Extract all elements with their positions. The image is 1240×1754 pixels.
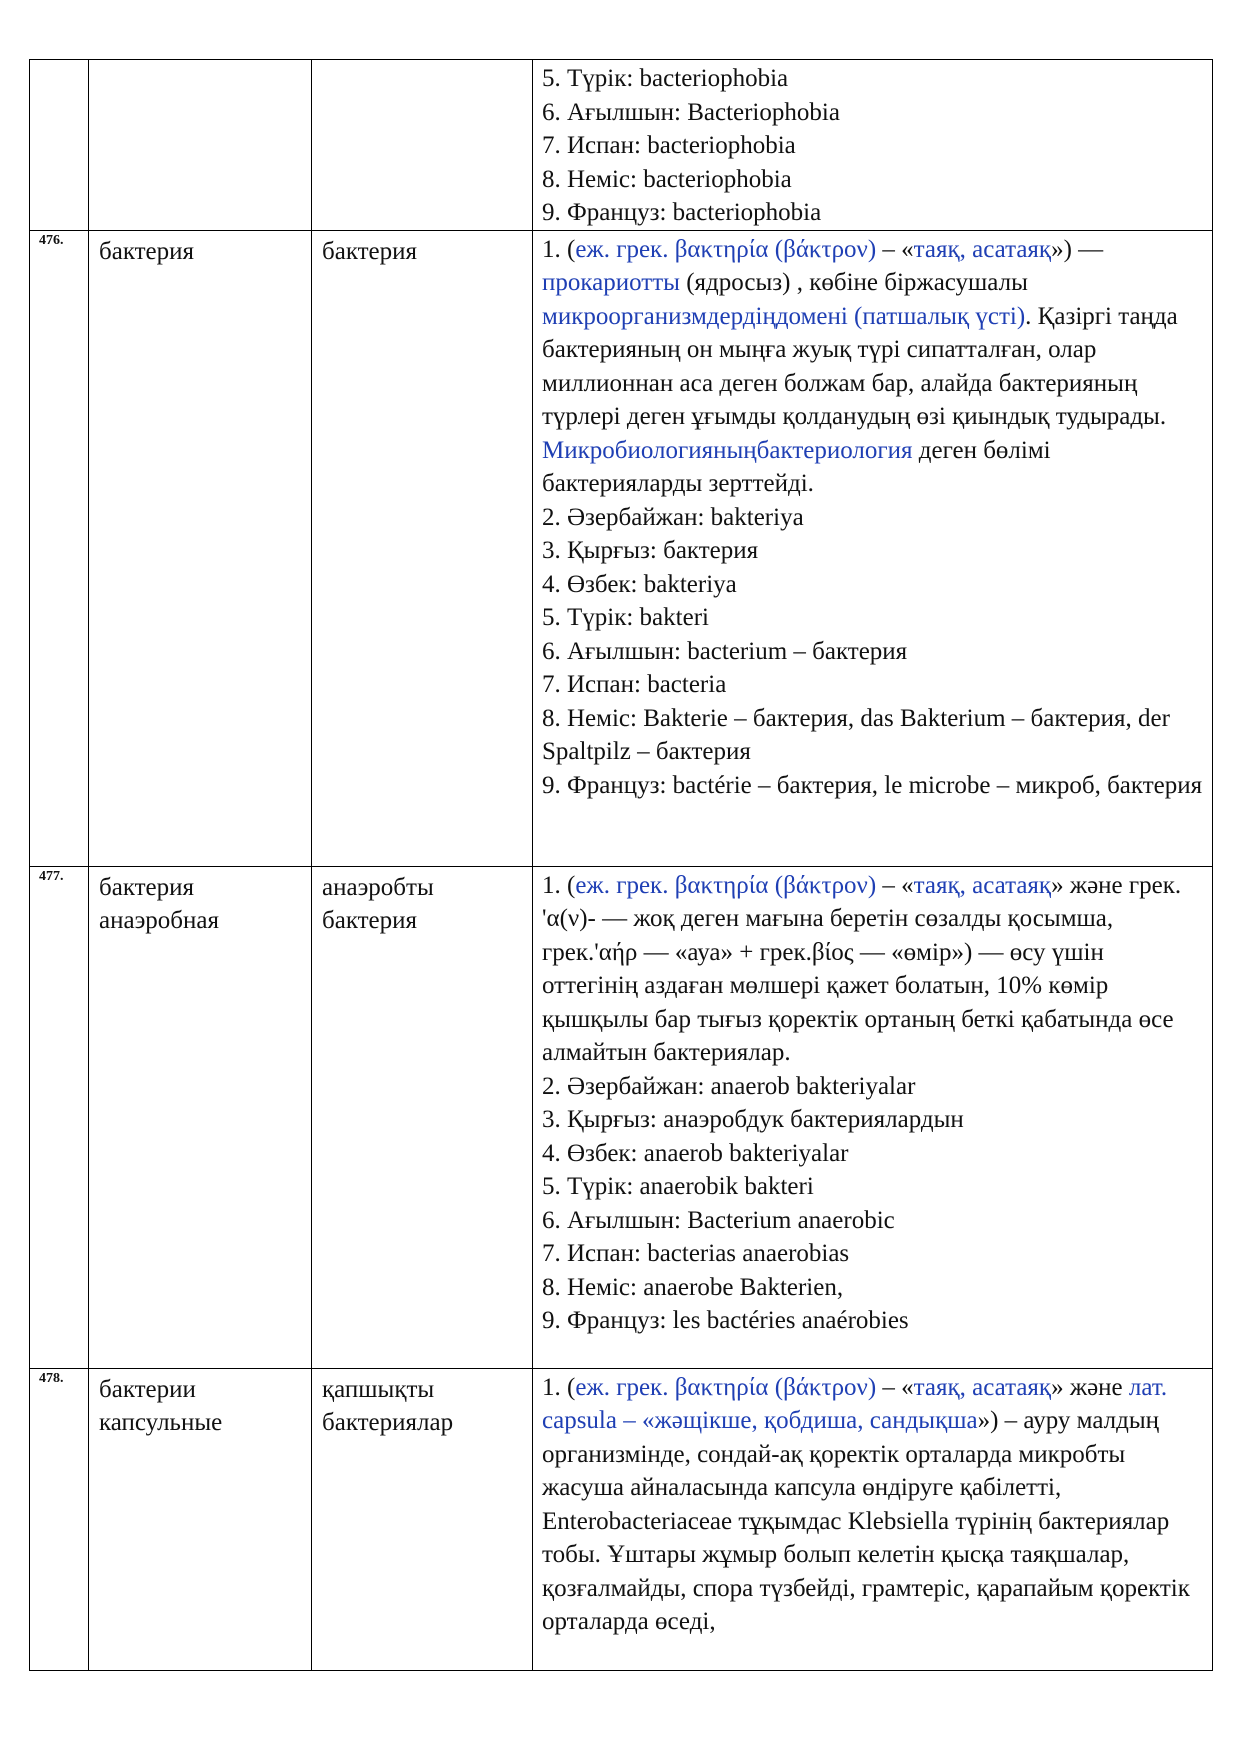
entry-number: 476.	[30, 230, 89, 866]
term-link[interactable]: еж. грек. βακτηρία (βάκτρον)	[575, 1373, 877, 1401]
definition-cell	[533, 1368, 1213, 1670]
translation-line: 8. Неміс: bacteriophobia	[542, 165, 792, 193]
definition-fragment: (ядросыз) , көбіне біржасушалы	[679, 269, 1028, 296]
translation-line: 4. Өзбек: bakteriya	[542, 570, 737, 598]
translation-line: 9. Француз: bacteriophobia	[542, 199, 822, 226]
ru-term-cell	[89, 60, 312, 231]
table-row	[30, 866, 1213, 1368]
definition-fragment: деген бөлімі бактерияларды зерттейді.	[542, 436, 1051, 497]
table-row	[30, 60, 1213, 231]
definition-fragment: » және	[1051, 1373, 1129, 1401]
russian-term: бактерия	[89, 230, 312, 866]
definition-fragment: – «	[876, 235, 914, 263]
translation-line: 3. Қырғыз: бактерия	[542, 537, 759, 564]
translation-line: 6. Ағылшын: Bacteriophobia	[542, 98, 840, 126]
translation-line: 6. Ағылшын: bacterium – бактерия	[542, 637, 908, 665]
dictionary-table	[29, 59, 1213, 1671]
entry-number: 477.	[30, 866, 89, 1368]
definition-text	[542, 233, 1206, 501]
definition-fragment: 1. (	[542, 1373, 576, 1401]
translation-lines	[542, 62, 1206, 230]
translation-line: 5. Түрік: bakteri	[542, 604, 709, 631]
kazakh-term: бактерия	[312, 230, 533, 866]
term-link[interactable]: Микробиологияныңбактериология	[542, 436, 913, 464]
kazakh-term: анаэробты бактерия	[312, 866, 533, 1368]
term-link[interactable]: таяқ, асатаяқ	[913, 871, 1052, 899]
term-link[interactable]: лат. capsula – «жәщікше, қобдиша, сандықша	[542, 1373, 1168, 1434]
entry-number: 478.	[30, 1368, 89, 1670]
translation-line: 5. Түрік: anaerobik bakteri	[542, 1173, 814, 1200]
translation-lines	[542, 1070, 1206, 1338]
term-link[interactable]: еж. грек. βακτηρία (βάκτρον)	[575, 235, 877, 263]
translation-line: 2. Әзербайжан: bakteriya	[542, 503, 804, 531]
term-link[interactable]: таяқ, асатаяқ	[913, 235, 1052, 263]
russian-term: бактерия анаэробная	[89, 866, 312, 1368]
translation-line: 9. Француз: bactérie – бактерия, le microbe – микроб, бактерия	[542, 771, 1203, 799]
term-link[interactable]: еж. грек. βακτηρία (βάκτρον)	[575, 871, 877, 899]
translation-line: 7. Испан: bacteria	[542, 671, 727, 698]
term-link[interactable]: микроорганизмдердіңдомені (патшалық үсті)	[542, 302, 1026, 330]
translation-line: 7. Испан: bacterias anaerobias	[542, 1240, 850, 1267]
definition-text	[542, 1371, 1206, 1639]
translation-line: 6. Ағылшын: Bacterium anaerobic	[542, 1206, 895, 1234]
definition-cell	[533, 866, 1213, 1368]
translation-line: 4. Өзбек: anaerob bakteriyalar	[542, 1139, 849, 1167]
definition-fragment: 1. (	[542, 871, 576, 899]
definition-fragment: ») —	[1051, 235, 1104, 263]
kazakh-term: қапшықты бактериялар	[312, 1368, 533, 1670]
definition-fragment: 1. (	[542, 235, 576, 263]
translation-line: 7. Испан: bacteriophobia	[542, 132, 796, 159]
definition-fragment: – «	[876, 871, 914, 899]
translation-line: 9. Француз: les bactéries anaérobies	[542, 1307, 909, 1334]
translation-line: 5. Түрік: bacteriophobia	[542, 65, 789, 92]
kz-term-cell	[312, 60, 533, 231]
term-link[interactable]: прокариотты	[542, 269, 680, 296]
translation-line: 8. Неміс: Bakterie – бактерия, das Bakterium – бактерия, der Spaltpilz – бактерия	[542, 704, 1170, 765]
definition-fragment: » және грек. 'α(ν)- — жоқ деген мағына беретін сөзалды қосымша, грек.'αήρ — «ауа» + грек.βίος — «өмір») — өсу үшін оттегінің аздаған мөлшері қажет болатын, 10% көмір қышқылы бар тығыз қоректік ортаның беткі қабатында өсе алмайтын бактериялар.	[542, 871, 1182, 1066]
definition-text	[542, 869, 1206, 1070]
translation-line: 3. Қырғыз: анаэробдук бактериялардын	[542, 1106, 964, 1133]
definition-fragment: – «	[876, 1373, 914, 1401]
definition-fragment: . Қазіргі таңда бактерияның он мыңға жуық түрі сипатталған, олар миллионнан аса деген болжам бар, алайда бактерияның түрлері деген ұғымды қолданудың өзі қиындық тудырады.	[542, 302, 1178, 430]
definition-fragment: ») – ауру малдың организмінде, сондай-ақ қоректік орталарда микробты жасуша айналасында капсула өндіруге қабілетті, Enterobacteriaceae тұқымдас Klebsiella түрінің бактериялар тобы. Ұштары жұмыр болып келетін қысқа таяқшалар, қозғалмайды, спора түзбейді, грамтеріс, қарапайым қоректік орталарда өседі,	[542, 1407, 1190, 1635]
translation-line: 2. Әзербайжан: anaerob bakteriyalar	[542, 1072, 916, 1100]
translation-line: 8. Неміс: anaerobe Bakterien,	[542, 1273, 844, 1301]
table-row	[30, 230, 1213, 866]
definition-cell	[533, 230, 1213, 866]
definition-cell	[533, 60, 1213, 231]
translation-lines	[542, 501, 1206, 803]
russian-term: бактерии капсульные	[89, 1368, 312, 1670]
table-row	[30, 1368, 1213, 1670]
num-cell	[30, 60, 89, 231]
term-link[interactable]: таяқ, асатаяқ	[913, 1373, 1052, 1401]
